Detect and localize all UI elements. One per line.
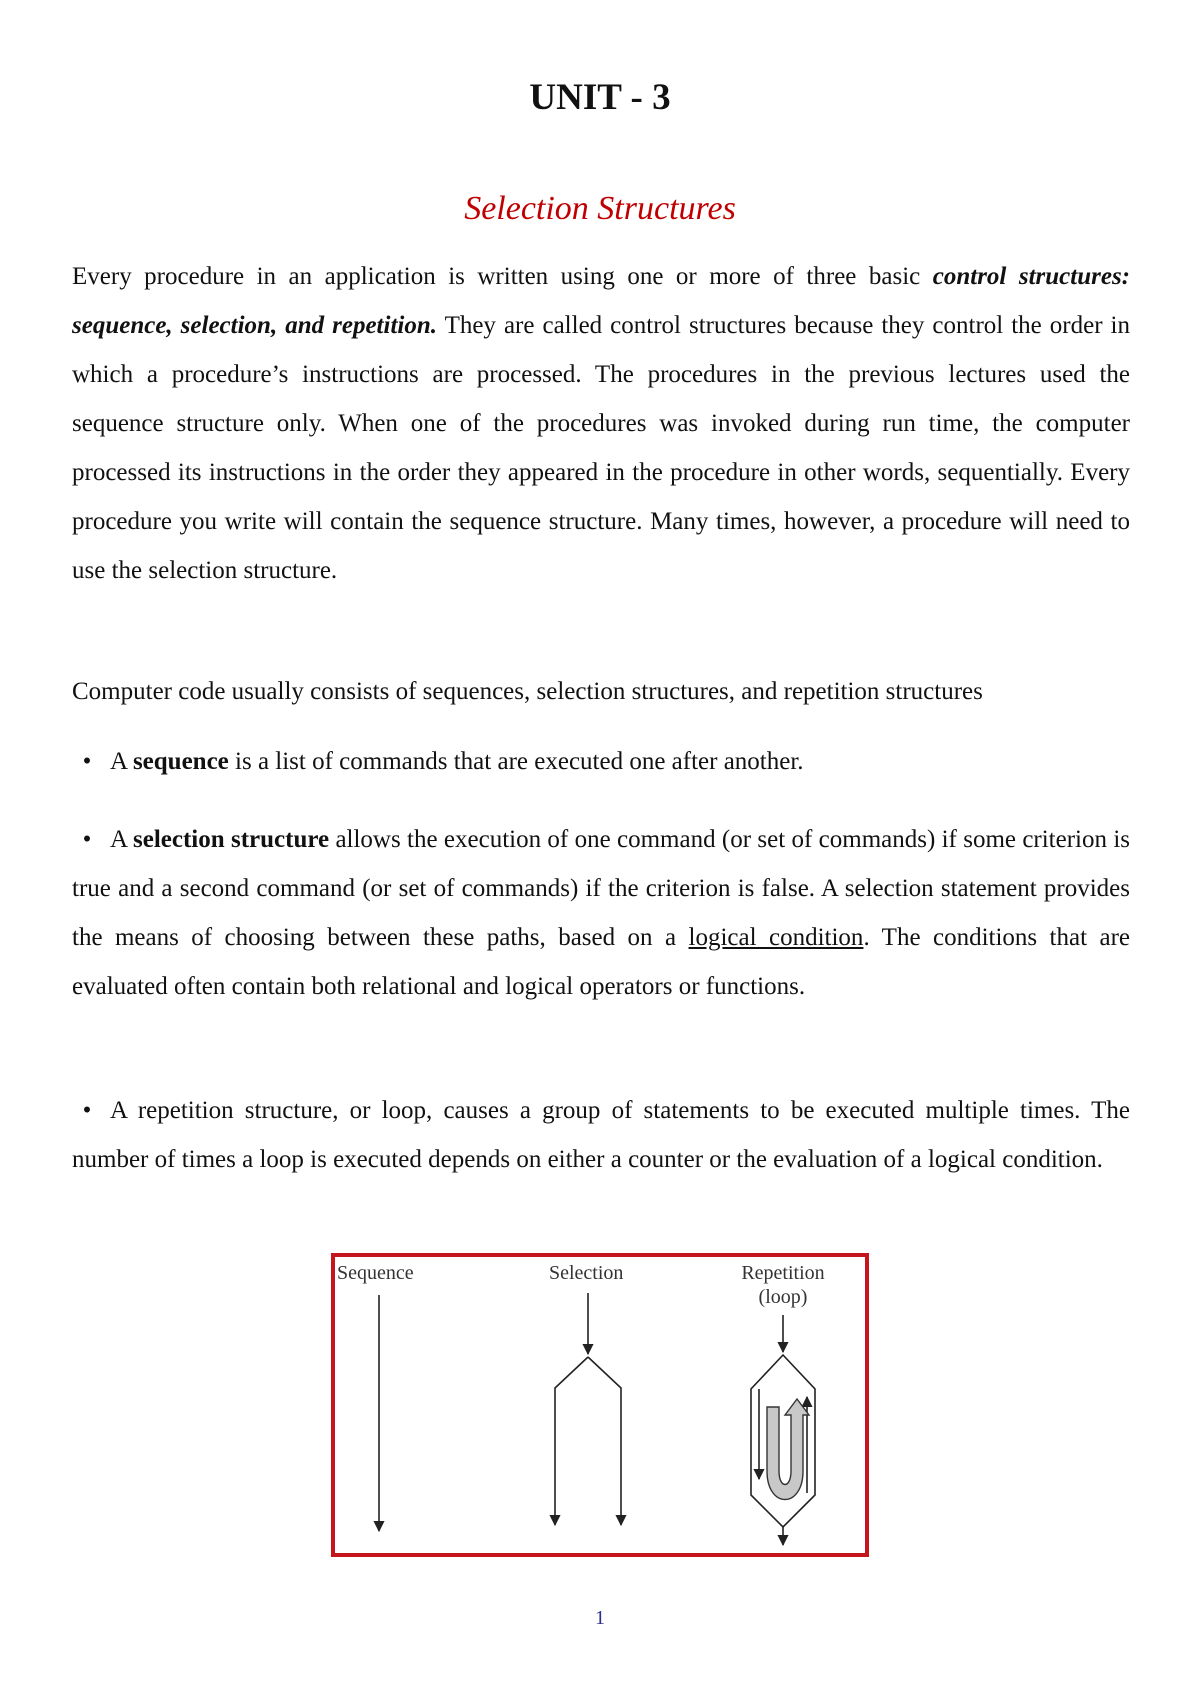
sequence-label: Sequence bbox=[337, 1262, 414, 1284]
selection-right-branch bbox=[588, 1357, 621, 1525]
bullet-selection bbox=[72, 815, 1130, 1011]
bullet-sequence-term: sequence bbox=[132, 748, 229, 775]
unit-title: UNIT - 3 bbox=[529, 77, 671, 118]
loop-u-turn-icon bbox=[767, 1399, 809, 1500]
selection-label: Selection bbox=[549, 1262, 624, 1284]
bullet-selection-mid: allows the execution of one command (or set of commands) if some criterion is true and a second command (or set of commands) if the criterion is false. A selection statement provides the means of choosing between these paths, based on a bbox=[72, 826, 1130, 951]
bullet-sequence-pre: A bbox=[110, 748, 133, 775]
intro-lead: Every procedure in an application is written using one or more of three basic bbox=[72, 263, 933, 290]
intro-paragraph bbox=[72, 252, 1130, 595]
bullet-symbol: • bbox=[82, 826, 92, 853]
bullet-repetition-text: A repetition structure, or loop, causes a group of statements to be executed multiple times. The number of times a loop is executed depends on either a counter or the evaluation of a logical condition. bbox=[72, 1097, 1130, 1173]
bullet-symbol: • bbox=[82, 748, 92, 775]
bullet-selection-post: . The conditions that are evaluated often contain both relational and logical operators or functions. bbox=[72, 924, 1131, 1000]
bullet-repetition bbox=[72, 1086, 1130, 1184]
bullet-symbol: • bbox=[82, 1097, 92, 1124]
summary-paragraph: Computer code usually consists of sequences, selection structures, and repetition structures bbox=[72, 678, 983, 705]
bullet-selection-term: selection structure bbox=[133, 826, 330, 853]
section-title: Selection Structures bbox=[464, 190, 736, 227]
loop-hexagon bbox=[751, 1355, 815, 1527]
bullet-sequence-post: is a list of commands that are executed one after another. bbox=[228, 748, 804, 775]
selection-left-branch bbox=[555, 1357, 588, 1525]
bullet-sequence bbox=[72, 742, 1130, 782]
control-structures-diagram bbox=[331, 1253, 869, 1557]
repetition-label: Repetition bbox=[741, 1262, 825, 1284]
logical-condition-link[interactable]: logical condition bbox=[688, 924, 864, 951]
page-number: 1 bbox=[595, 1607, 605, 1629]
loop-label: (loop) bbox=[758, 1286, 808, 1308]
intro-emphasis: control structures: sequence, selection, and repetition. bbox=[72, 263, 1130, 339]
bullet-selection-pre: A bbox=[110, 826, 134, 853]
diagram-canvas bbox=[335, 1257, 865, 1553]
intro-rest: They are called control structures because they control the order in which a procedure’s instructions are processed. The procedures in the previous lectures used the sequence structure only. When one of the procedures was invoked during run time, the computer processed its instructions in the order they appeared in the procedure in other words, sequentially. Every procedure you write will contain the sequence structure. Many times, however, a procedure will need to use the selection structure. bbox=[72, 312, 1130, 584]
